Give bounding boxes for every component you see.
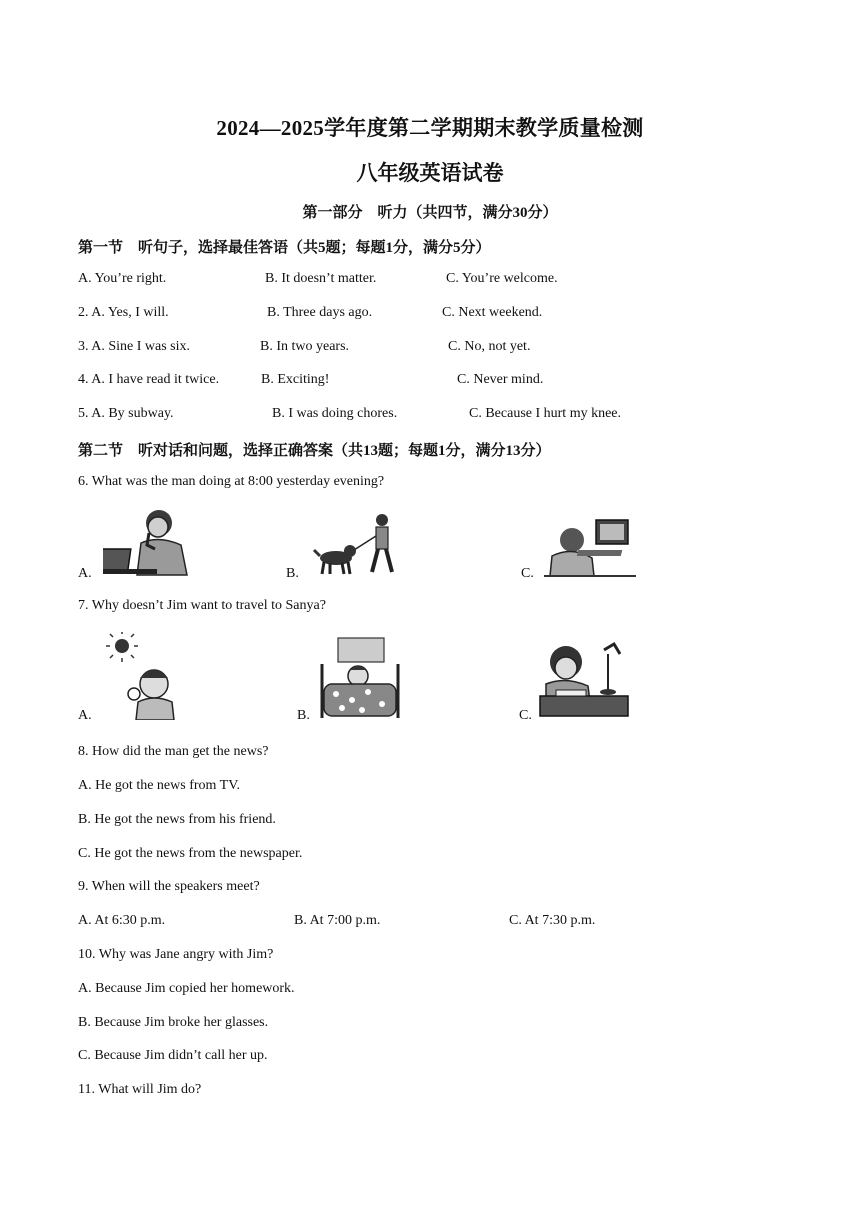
q6-label-c: C. xyxy=(521,566,534,581)
part-one-title: 第一部分 听力（共四节，满分30分） xyxy=(302,205,558,221)
q2-option-a: 2. A. Yes, I will. xyxy=(78,305,169,320)
q8-option-a: A. He got the news from TV. xyxy=(78,778,241,793)
section-two-heading: 第二节 听对话和问题，选择正确答案（共13题；每题1分，满分13分） xyxy=(78,443,551,459)
sun-sweating-man-image xyxy=(100,632,182,720)
q1-option-b: B. It doesn’t matter. xyxy=(265,271,377,286)
q5-option-b: B. I was doing chores. xyxy=(272,406,398,421)
q2-option-c: C. Next weekend. xyxy=(442,305,543,320)
q4-option-b: B. Exciting! xyxy=(261,372,330,387)
q9-question: 9. When will the speakers meet? xyxy=(78,879,260,894)
q4-option-c: C. Never mind. xyxy=(457,372,544,387)
q2-option-b: B. Three days ago. xyxy=(267,305,373,320)
q10-option-c: C. Because Jim didn’t call her up. xyxy=(78,1048,268,1063)
q9-option-b: B. At 7:00 p.m. xyxy=(294,913,381,928)
q5-option-a: 5. A. By subway. xyxy=(78,406,174,421)
q7-question: 7. Why doesn’t Jim want to travel to Sanya? xyxy=(78,598,326,613)
q6-label-a: A. xyxy=(78,566,92,581)
q7-label-a: A. xyxy=(78,708,92,723)
q10-question: 10. Why was Jane angry with Jim? xyxy=(78,947,274,962)
exam-subtitle: 八年级英语试卷 xyxy=(356,161,504,185)
q10-option-b: B. Because Jim broke her glasses. xyxy=(78,1015,269,1030)
man-walking-dog-image xyxy=(310,510,402,578)
q11-question: 11. What will Jim do? xyxy=(78,1082,202,1097)
q4-option-a: 4. A. I have read it twice. xyxy=(78,372,220,387)
section-one-heading: 第一节 听句子，选择最佳答语（共5题；每题1分，满分5分） xyxy=(78,240,491,256)
q6-label-b: B. xyxy=(286,566,299,581)
man-on-phone-laptop-image xyxy=(103,505,195,577)
q9-option-c: C. At 7:30 p.m. xyxy=(509,913,596,928)
q6-question: 6. What was the man doing at 8:00 yesterday evening? xyxy=(78,474,385,489)
q3-option-c: C. No, not yet. xyxy=(448,339,531,354)
q5-option-c: C. Because I hurt my knee. xyxy=(469,406,622,421)
q3-option-a: 3. A. Sine I was six. xyxy=(78,339,190,354)
q7-label-b: B. xyxy=(297,708,310,723)
q8-option-b: B. He got the news from his friend. xyxy=(78,812,276,827)
q1-option-a: A. You’re right. xyxy=(78,271,167,286)
q1-option-c: C. You’re welcome. xyxy=(446,271,558,286)
q8-option-c: C. He got the news from the newspaper. xyxy=(78,846,303,861)
q7-label-c: C. xyxy=(519,708,532,723)
q8-question: 8. How did the man get the news? xyxy=(78,744,269,759)
exam-title: 2024—2025学年度第二学期期末教学质量检测 xyxy=(216,116,644,140)
q9-option-a: A. At 6:30 p.m. xyxy=(78,913,166,928)
q3-option-b: B. In two years. xyxy=(260,339,350,354)
sick-boy-in-bed-image xyxy=(318,634,402,720)
boy-studying-at-desk-image xyxy=(538,640,630,720)
q10-option-a: A. Because Jim copied her homework. xyxy=(78,981,295,996)
boy-at-computer-image xyxy=(542,514,638,580)
